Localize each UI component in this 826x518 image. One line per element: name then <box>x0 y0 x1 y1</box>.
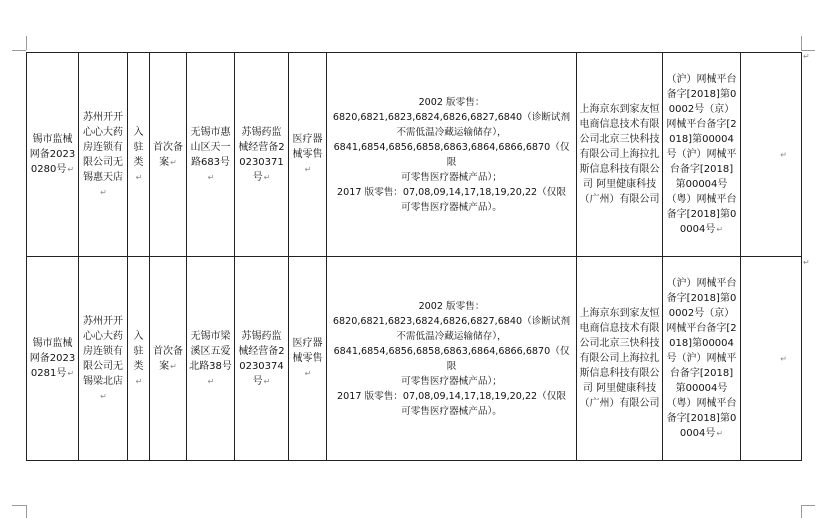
paragraph-mark: ↵ <box>100 391 107 401</box>
scope-line: 2002 版零售： <box>418 300 485 312</box>
scope-line: 可零售医疗器械产品）； <box>401 171 502 183</box>
scope-line: 6820,6821,6823,6824,6826,6827,6840（诊断试剂 <box>332 315 571 327</box>
scope-line: 可零售医疗器械产品）。 <box>401 201 502 213</box>
table-row <box>27 53 802 257</box>
empty-cell <box>741 53 802 257</box>
row-end-mark: ↵ <box>803 52 810 61</box>
business-mode-cell: 医疗器械零售↵ <box>289 257 327 461</box>
business-scope-cell <box>327 257 577 461</box>
crop-mark-bl-v <box>26 505 27 518</box>
paragraph-mark: ↵ <box>780 150 787 159</box>
paragraph-mark: ↵ <box>780 354 787 363</box>
address-cell: 无锡市惠山区天一路683号↵ <box>187 53 235 257</box>
crop-mark-br-h <box>801 505 815 506</box>
scope-line: 6841,6854,6856,6858,6863,6864,6866,6870（仅限 <box>333 345 570 372</box>
paragraph-mark: ↵ <box>170 361 177 371</box>
crop-mark-bl-h <box>12 505 26 506</box>
paragraph-mark: ↵ <box>67 369 75 378</box>
store-type-cell: 入驻类↵ <box>128 257 150 461</box>
scope-line: 2002 版零售： <box>418 96 485 108</box>
paragraph-mark: ↵ <box>135 172 143 182</box>
filing-type-cell: 首次备案↵ <box>150 257 187 461</box>
crop-mark-tr-h <box>801 50 815 51</box>
scope-line: 6841,6854,6856,6858,6863,6864,6866,6870（仅限 <box>333 141 570 168</box>
crop-mark-tl-h <box>12 50 26 51</box>
store-type-cell: 入驻类↵ <box>128 53 150 257</box>
paragraph-mark: ↵ <box>304 369 312 378</box>
empty-cell <box>741 257 802 461</box>
paragraph-mark: ↵ <box>716 429 724 438</box>
scope-line: 6820,6821,6823,6824,6826,6827,6840（诊断试剂 <box>332 111 571 123</box>
paragraph-mark: ↵ <box>263 376 271 386</box>
row-end-mark: ↵ <box>803 258 810 267</box>
paragraph-mark: ↵ <box>207 376 215 386</box>
platform-record-cell: （沪）网械平台备字[2018]第00002号（京）网械平台备字[2018]第00004号（沪）网械平台备字[2018]第00004号（粤）网械平台备字[2018]第00004号↵ <box>663 257 741 461</box>
license-number-cell: 苏锡药监械经营备20230374号↵ <box>235 257 289 461</box>
company-name-cell: 苏州开开心心大药房连锁有限公司无锡惠天店↵ <box>79 53 128 257</box>
scope-line: 可零售医疗器械产品）； <box>401 375 502 387</box>
paragraph-mark: ↵ <box>100 187 107 197</box>
platform-company-cell: 上海京东到家友恒电商信息技术有限公司北京三快科技有限公司上海拉扎斯信息科技有限公司 阿里健康科技（广州）有限公司 <box>577 257 663 461</box>
filing-type-cell: 首次备案↵ <box>150 53 187 257</box>
record-number-cell: 锡市监械网备20230281号↵ <box>27 257 79 461</box>
crop-mark-br-v <box>801 505 802 518</box>
paragraph-mark: ↵ <box>716 225 724 234</box>
address-cell: 无锡市梁溪区五爱北路38号↵ <box>187 257 235 461</box>
license-number-cell: 苏锡药监械经营备20230371号↵ <box>235 53 289 257</box>
crop-mark-tr-v <box>801 36 802 50</box>
platform-company-cell: 上海京东到家友恒电商信息技术有限公司北京三快科技有限公司上海拉扎斯信息科技有限公司 阿里健康科技（广州）有限公司 <box>577 53 663 257</box>
scope-line: 不需低温冷藏运输储存）， <box>396 330 507 342</box>
crop-mark-tl-v <box>26 36 27 50</box>
scope-line: 可零售医疗器械产品）。 <box>401 405 502 417</box>
paragraph-mark: ↵ <box>207 172 215 182</box>
table-row <box>27 257 802 461</box>
scope-line: 不需低温冷藏运输储存）， <box>396 126 507 138</box>
paragraph-mark: ↵ <box>67 165 75 174</box>
scope-line: 2017 版零售：07,08,09,14,17,18,19,20,22（仅限 <box>337 186 566 198</box>
business-scope-cell <box>327 53 577 257</box>
paragraph-mark: ↵ <box>135 376 143 386</box>
scope-line: 2017 版零售：07,08,09,14,17,18,19,20,22（仅限 <box>337 390 566 402</box>
record-number-cell: 锡市监械网备20230280号↵ <box>27 53 79 257</box>
platform-record-cell: （沪）网械平台备字[2018]第00002号（京）网械平台备字[2018]第00004号（沪）网械平台备字[2018]第00004号（粤）网械平台备字[2018]第00004号↵ <box>663 53 741 257</box>
paragraph-mark: ↵ <box>304 165 312 174</box>
company-name-cell: 苏州开开心心大药房连锁有限公司无锡梁北店↵ <box>79 257 128 461</box>
business-mode-cell: 医疗器械零售↵ <box>289 53 327 257</box>
filing-table <box>26 52 802 461</box>
paragraph-mark: ↵ <box>263 172 271 182</box>
paragraph-mark: ↵ <box>170 157 177 167</box>
